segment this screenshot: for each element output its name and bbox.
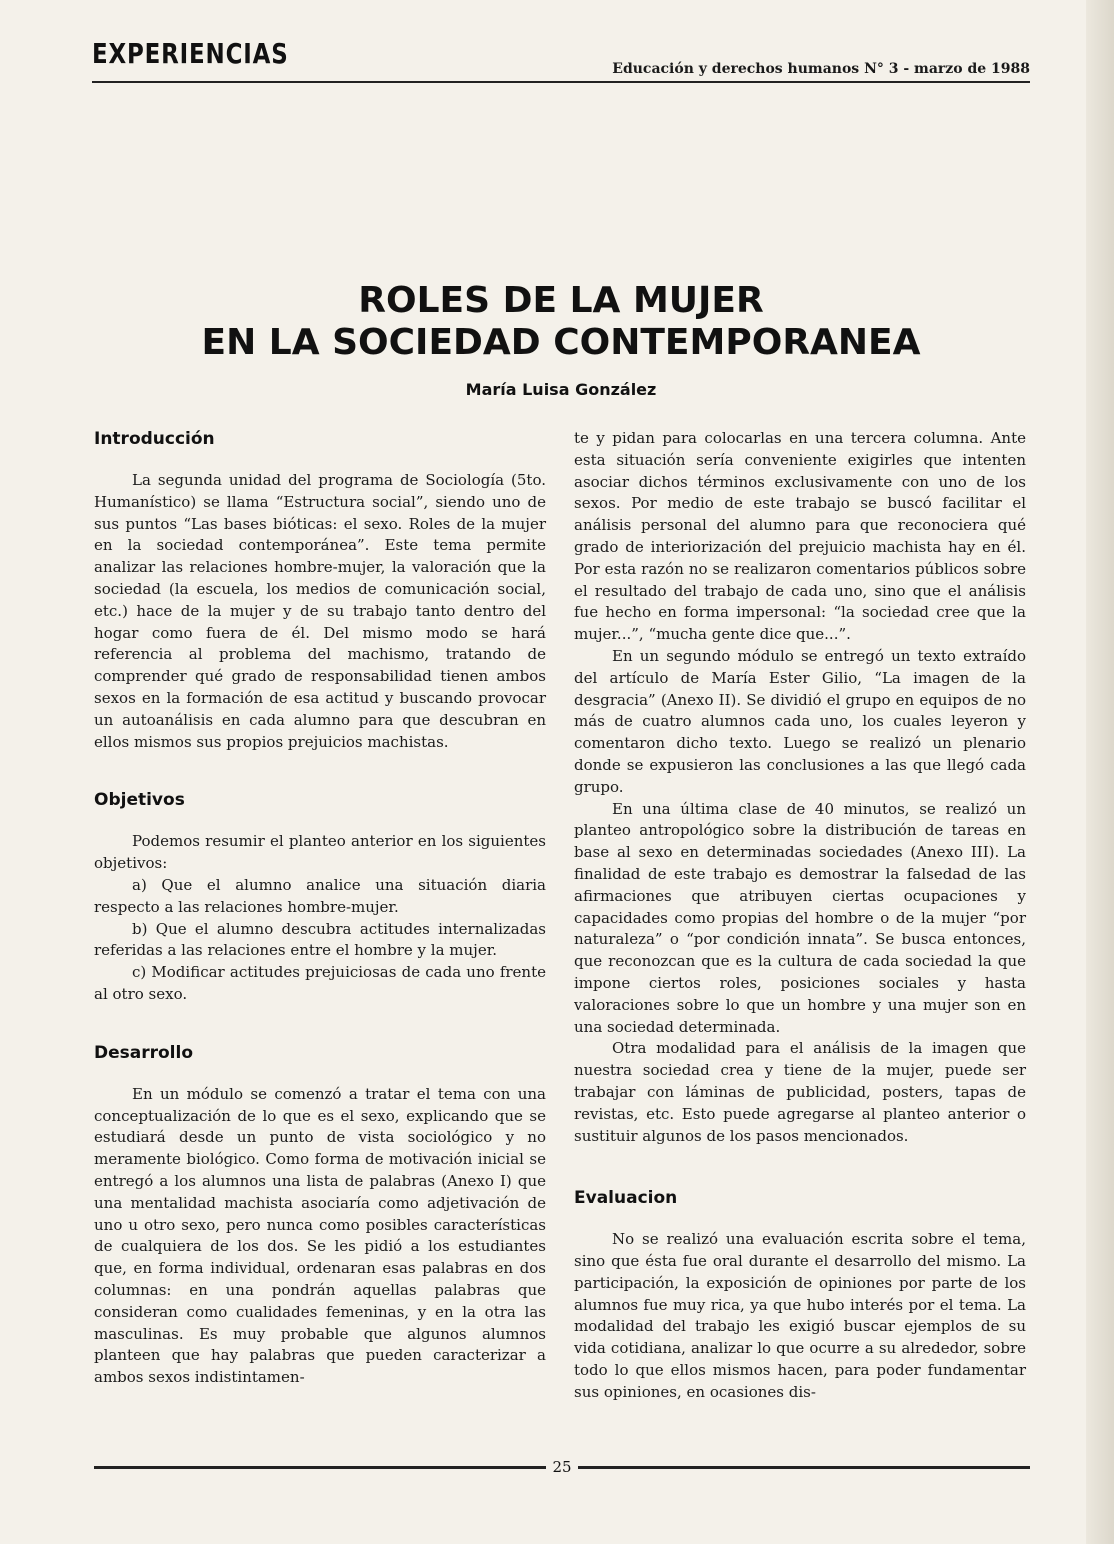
intro-heading: Introducción [94,429,215,449]
title-line-1: ROLES DE LA MUJER [358,280,764,321]
objetivos-intro: Podemos resumir el planteo anterior en los siguientes objetivos: [94,832,546,873]
objetivo-a: a) Que el alumno analice una situación diaria respecto a las relaciones hombre-mujer. [94,875,546,916]
desarrollo-continued: te y pidan para colocarlas en una tercera columna. Ante esta situación sería conveniente exigirles que intenten asociar dichos términos exclusivamente con uno de los sexos. Por medio de este trabajo se buscó facilitar el análisis personal del alumno para que reconociera qué grado de interiorización del prejuicio machista hay en él. Por esta razón no se realizaron comentarios públicos sobre el resultado del trabajo de cada uno, sino que el análisis fue hecho en forma impersonal: “la sociedad cree que la mujer...”, “mucha gente dice que...”. [574,429,1026,644]
evaluacion-heading: Evaluacion [574,1188,678,1209]
objetivos-heading: Objetivos [94,790,185,811]
footer-rule-left [94,1466,546,1469]
page-footer [94,1458,1030,1476]
running-head: Educación y derechos humanos N° 3 - marzo de 1988 [612,61,1030,77]
article-author: María Luisa González [465,380,657,399]
page-edge [1086,0,1114,1544]
header-rule [92,81,1030,83]
article-title [92,280,1030,364]
footer-rule-right [578,1466,1030,1469]
desarrollo-paragraph-4: Otra modalidad para el análisis de la imagen que nuestra sociedad crea y tiene de la mujer, puede ser trabajar con láminas de publicidad, posters, tapas de revistas, etc. Esto puede agregarse al planteo anterior o sustituir algunos de los pasos mencionados. [574,1039,1026,1145]
evaluacion-paragraph: No se realizó una evaluación escrita sobre el tema, sino que ésta fue oral durante el desarrollo del mismo. La participación, la exposición de opiniones por parte de los alumnos fue muy rica, ya que hubo interés por el tema. La modalidad del trabajo les exigió buscar ejemplos de su vida cotidiana, analizar lo que ocurre a su alrededor, sobre todo lo que ellos mismos hacen, para poder fundamentar sus opiniones, en ocasiones dis- [574,1230,1026,1401]
desarrollo-paragraph-3: En una última clase de 40 minutos, se realizó un planteo antropológico sobre la distribución de tareas en base al sexo en determinadas sociedades (Anexo III). La finalidad de este trabajo es demostrar la falsedad de las afirmaciones que atribuyen ciertas ocupaciones y capacidades como propias del hombre o de la mujer “por naturaleza” o “por condición innata”. Se busca entonces, que reconozcan que es la cultura de cada sociedad la que impone ciertos roles, posiciones sociales y hasta valoraciones sobre lo que un hombre y una mujer son en una sociedad determinada. [574,799,1026,1036]
right-column [574,428,1026,1404]
page-number: 25 [552,1458,572,1476]
desarrollo-heading: Desarrollo [94,1042,194,1063]
section-logo: EXPERIENCIAS [92,37,289,70]
desarrollo-paragraph-1: En un módulo se comenzó a tratar el tema con una conceptualización de lo que es el sexo, explicando que se estudiará desde un punto de vista sociológico y no meramente biológico. Como forma de motivación inicial se entregó a los alumnos una lista de palabras (Anexo I) que una mentalidad machista asociaría como adjetivación de uno u otro sexo, pero nunca como posibles características de cualquiera de los dos. Se les pidió a los estudiantes que, en forma individual, ordenaran esas palabras en dos columnas: en una pondrán aquellas palabras que consideran como cualidades femeninas, y en la otra las masculinas. Es muy probable que algunos alumnos planteen que hay palabras que pueden caracterizar a ambos sexos indistintamen- [94,1084,546,1387]
desarrollo-paragraph-2: En un segundo módulo se entregó un texto extraído del artículo de María Ester Gilio, “La imagen de la desgracia” (Anexo II). Se dividió el grupo en equipos de no más de cuatro alumnos cada uno, los cuales leyeron y comentaron dicho texto. Luego se realizó un plenario donde se expusieron las conclusiones a las que llegó cada grupo. [574,646,1026,796]
title-line-2: EN LA SOCIEDAD CONTEMPORANEA [201,322,921,363]
intro-paragraph: La segunda unidad del programa de Sociología (5to. Humanístico) se llama “Estructura social”, siendo uno de sus puntos “Las bases bióticas: el sexo. Roles de la mujer en la sociedad contemporánea”. Este tema permite analizar las relaciones hombre-mujer, la valoración que la sociedad (la escuela, los medios de comunicación social, etc.) hace de la mujer y de su trabajo tanto dentro del hogar como fuera de él. Del mismo modo se hará referencia al problema del machismo, tratando de comprender qué grado de responsabilidad tienen ambos sexos en la formación de esa actitud y buscando provocar un autoanálisis en cada alumno para que descubran en ellos mismos sus propios prejuicios machistas. [94,471,546,751]
objetivo-b: b) Que el alumno descubra actitudes internalizadas referidas a las relaciones entre el hombre y la mujer. [94,919,546,960]
objetivo-c: c) Modificar actitudes prejuiciosas de cada uno frente al otro sexo. [94,963,546,1003]
left-column [94,428,546,1389]
